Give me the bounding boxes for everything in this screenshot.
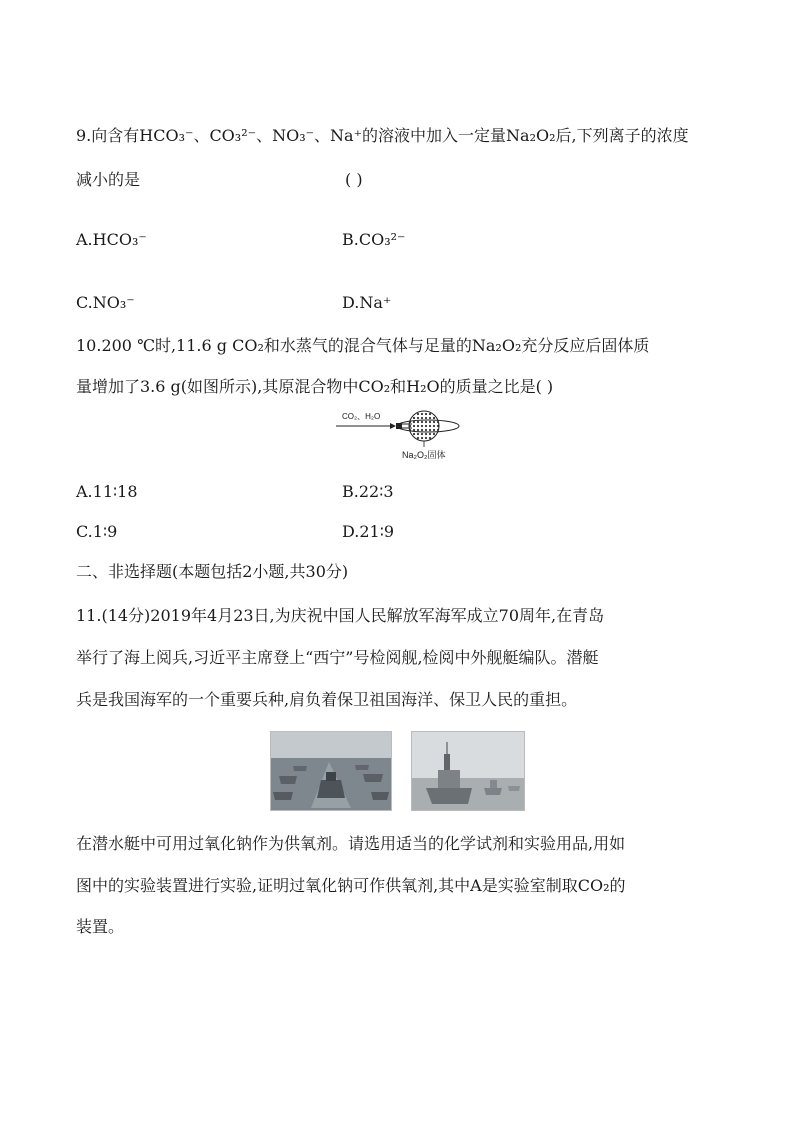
q9-line2-text: 减小的是 <box>76 170 141 189</box>
q9-line2 <box>76 168 140 192</box>
q10-option-b <box>342 480 394 504</box>
q10-option-c-text: 1∶9 <box>92 522 118 541</box>
q9-line1 <box>76 124 689 148</box>
q10-line1: 10.200 ℃时,11.6 g CO₂和水蒸气的混合气体与足量的Na₂O₂充分反应后固体质 <box>76 336 650 355</box>
q9-option-a-text: HCO₃⁻ <box>92 230 147 249</box>
q11-line4: 在潜水艇中可用过氧化钠作为供氧剂。请选用适当的化学试剂和实验用品,用如 <box>76 834 626 853</box>
q11-line5: 图中的实验装置进行实验,证明过氧化钠可作供氧剂,其中A是实验室制取CO₂的 <box>76 876 626 895</box>
q10-option-a-text: 11∶18 <box>92 482 138 501</box>
q9-option-b-letter: B. <box>342 230 359 249</box>
fleet-photo-image <box>271 732 391 810</box>
fleet-photo <box>270 731 392 811</box>
q11-line6: 装置。 <box>76 917 125 936</box>
q9-option-c-letter: C. <box>76 293 93 312</box>
q10-option-c-letter: C. <box>76 522 93 541</box>
q9-option-c-text: NO₃⁻ <box>92 293 135 312</box>
q10-option-a-letter: A. <box>76 482 93 501</box>
q10-option-c <box>76 520 117 544</box>
q9-option-a <box>76 228 147 252</box>
figure-gas-label: CO₂、H₂O <box>342 412 381 421</box>
q9-option-c <box>76 291 135 315</box>
warship-photo-image <box>412 732 524 810</box>
q9-option-d-letter: D. <box>342 293 360 312</box>
q9-option-a-letter: A. <box>76 230 93 249</box>
q11-line2: 举行了海上阅兵,习近平主席登上“西宁”号检阅舰,检阅中外舰艇编队。潜艇 <box>76 648 599 667</box>
q10-figure <box>332 404 472 466</box>
q10-option-d <box>342 520 394 544</box>
q10-option-d-letter: D. <box>342 522 360 541</box>
q11-line3: 兵是我国海军的一个重要兵种,肩负着保卫祖国海洋、保卫人民的重担。 <box>76 690 578 709</box>
gas-arrow-head <box>390 423 396 429</box>
q10-option-b-letter: B. <box>342 482 359 501</box>
q9-option-b <box>342 228 405 252</box>
warship-photo <box>411 731 525 811</box>
q9-option-b-text: CO₃²⁻ <box>358 230 406 249</box>
q11-line1: 11.(14分)2019年4月23日,为庆祝中国人民解放军海军成立70周年,在青岛 <box>76 606 605 625</box>
q9-line1-text: 9.向含有HCO₃⁻、CO₃²⁻、NO₃⁻、Na⁺的溶液中加入一定量Na₂O₂后,下列离子的浓度 <box>76 126 689 145</box>
q10-option-a <box>76 480 138 504</box>
na2o2-solid <box>409 411 439 441</box>
q10-line2: 量增加了3.6 g(如图所示),其原混合物中CO₂和H₂O的质量之比是( ) <box>76 377 554 396</box>
q9-option-d <box>342 291 391 315</box>
q9-answer-paren: ( ) <box>345 170 363 189</box>
figure-solid-label: Na₂O₂固体 <box>402 450 446 460</box>
q10-option-b-text: 22∶3 <box>358 482 394 501</box>
q9-option-d-text: Na⁺ <box>359 293 392 312</box>
q10-option-d-text: 21∶9 <box>359 522 395 541</box>
section-2-title: 二、非选择题(本题包括2小题,共30分) <box>76 562 349 581</box>
